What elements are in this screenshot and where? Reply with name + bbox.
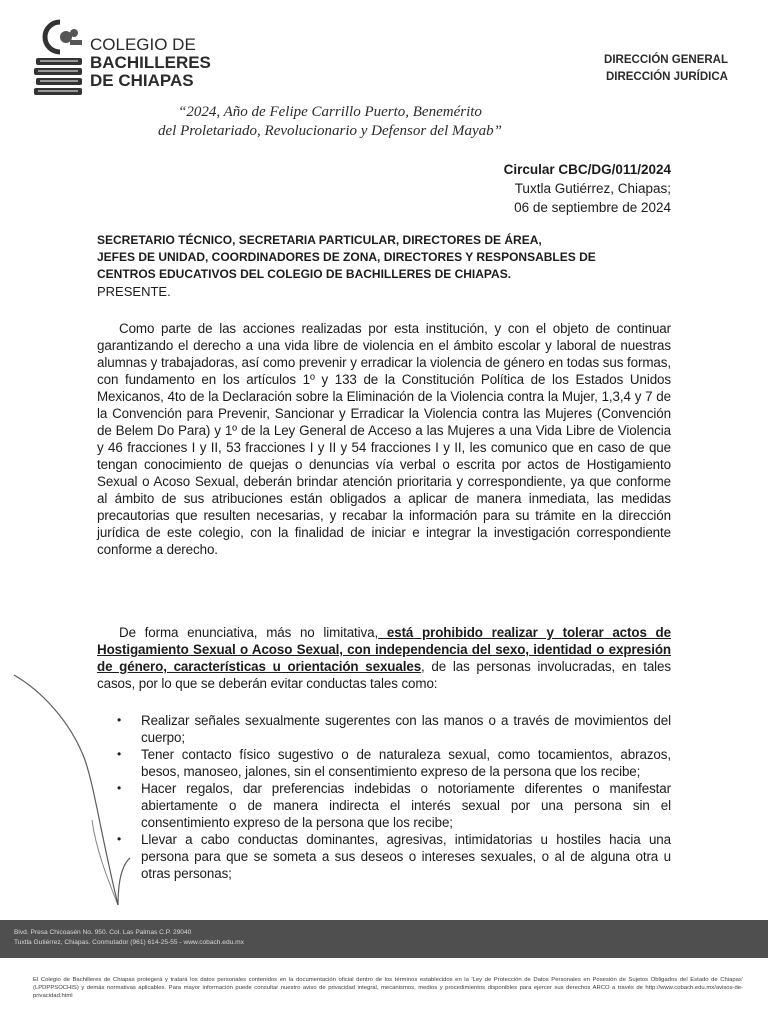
bullet-icon: • <box>117 713 122 727</box>
year-motto-line-1: “2024, Año de Felipe Carrillo Puerto, Benemérito <box>178 104 482 120</box>
direccion-general: DIRECCIÓN GENERAL <box>604 54 728 66</box>
list-item-text: Tener contacto físico sugestivo o de naturaleza sexual, como tocamientos, abrazos, besos, manoseo, jalones, sin el consentimiento expreso de la persona que los recibe; <box>141 747 671 779</box>
circular-place: Tuxtla Gutiérrez, Chiapas; <box>514 181 671 196</box>
logo-line-1: COLEGIO DE <box>90 35 196 54</box>
addressee-line-3: CENTROS EDUCATIVOS DEL COLEGIO DE BACHILLERES DE CHIAPAS. <box>97 267 512 281</box>
paragraph-2-end: , de las personas involucradas, en tales casos, por lo que se deberán evitar conductas tales como: <box>97 659 671 691</box>
bullet-icon: • <box>117 747 122 761</box>
footer-address-band <box>0 920 768 958</box>
list-item-text: Hacer regalos, dar preferencias indebidas o notoriamente diferentes o manifestar abiertamente o de manera indirecta el interés sexual por una persona sin el consentimiento expreso de la persona que los recibe; <box>141 781 671 830</box>
footer-address-line-2: Tuxtla Gutiérrez, Chiapas. Conmutador (961) 614-25-55 - www.cobach.edu.mx <box>14 939 244 946</box>
direccion-juridica: DIRECCIÓN JURÍDICA <box>605 71 728 83</box>
logo-line-2: BACHILLERES <box>90 53 211 72</box>
prohibition-statement: está prohibido realizar y tolerar actos de Hostigamiento Sexual o Acoso Sexual, con independencia del sexo, identidad o expresión de género, características u orientación sexuales <box>97 625 671 674</box>
presente-label: PRESENTE. <box>97 284 171 299</box>
bullet-icon: • <box>117 832 122 846</box>
body-paragraph-1: Como parte de las acciones realizadas por esta institución, y con el objeto de continuar garantizando el derecho a una vida libre de violencia en el ámbito escolar y laboral de nuestras alumnas y trabajadoras, así como prevenir y erradicar la violencia de género en todas sus formas, con fundamento en los artículos 1º y 133 de la Constitución Política de los Estados Unidos Mexicanos, 4to de la Declaración sobre la Eliminación de la Violencia contra la Mujer, 1,3,4 y 7 de la Convención para Prevenir, Sancionar y Erradicar la Violencia contra las Mujeres (Convención de Belem Do Para) y 1º de la Ley General de Acceso a las Mujeres a una Vida Libre de Violencia y 46 fracciones I y II, 53 fracciones I y II y 54 fracciones I y II, les comunico que en caso de que tengan conocimiento de quejas o denuncias vía verbal o escrita por actos de Hostigamiento Sexual o Acoso Sexual, deberán brindar atención prioritaria y correspondiente, ya que conforme al ámbito de sus atribuciones están obligados a aplicar de manera inmediata, las medidas precautorias que resulten necesarias, y recabar la información para su trámite en la dirección jurídica de este colegio, con la finalidad de iniciar e integrar la investigación correspondiente conforme a derecho. <box>97 321 671 557</box>
list-item-text: Llevar a cabo conductas dominantes, agresivas, intimidatorias u hostiles hacia una persona para que se someta a sus deseos o intereses sexuales, o al de alguna otra u otras personas; <box>141 832 671 881</box>
footer-address-line-1: Blvd. Presa Chicoasén No. 950. Col. Las Palmas C.P. 29040 <box>14 929 192 936</box>
bullet-icon: • <box>117 781 122 795</box>
year-motto-line-2: del Proletariado, Revolucionario y Defensor del Mayab” <box>158 123 502 139</box>
paragraph-2-start: De forma enunciativa, más no limitativa, <box>119 625 379 640</box>
addressee-line-2: JEFES DE UNIDAD, COORDINADORES DE ZONA, DIRECTORES Y RESPONSABLES DE <box>97 250 596 264</box>
list-item-text: Realizar señales sexualmente sugerentes con las manos o a través de movimientos del cuerpo; <box>141 713 671 745</box>
circular-number: Circular CBC/DG/011/2024 <box>503 162 671 177</box>
addressee-line-1: SECRETARIO TÉCNICO, SECRETARIA PARTICULAR, DIRECTORES DE ÁREA, <box>97 233 542 247</box>
circular-date: 06 de septiembre de 2024 <box>514 200 671 215</box>
privacy-notice: El Colegio de Bachilleres de Chiapas protegerá y tratará los datos personales contenidos en la documentación oficial dentro de los términos establecidos en la 'Ley de Protección de Datos Personales en Posesión de Sujetos Obligados del Estado de Chiapas' (LPDPPSOCHIS) y demás normativas aplicables. Para mayor información puede consultar nuestro aviso de privacidad integral, mecanismos, medios y procedimientos disponibles para ejercer sus derechos ARCO a través de http://www.cobach.edu.mx/avisos-de-privacidad.html <box>33 977 743 999</box>
logo-line-3: DE CHIAPAS <box>90 71 194 90</box>
